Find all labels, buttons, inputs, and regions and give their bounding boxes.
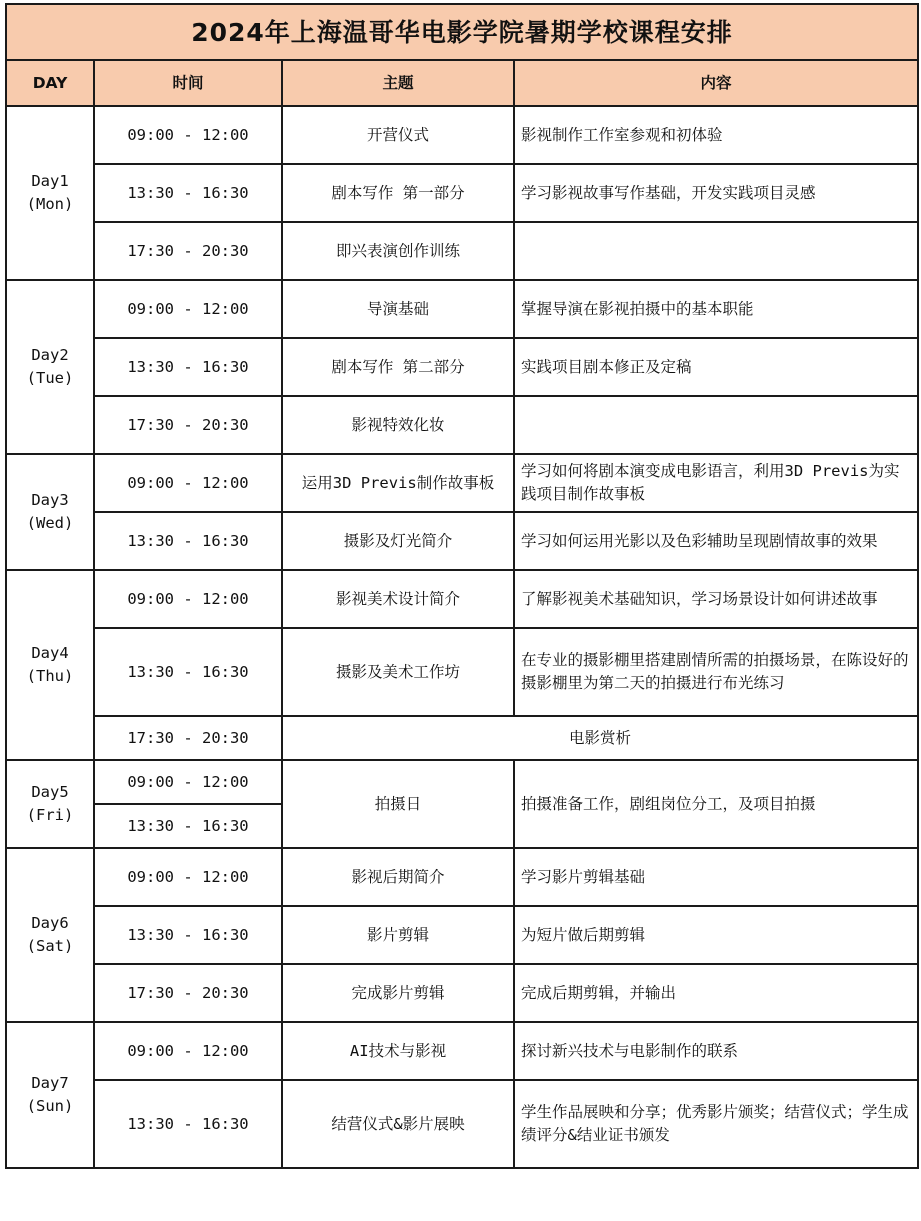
weekday-label: (Wed) (26, 514, 74, 532)
content-cell: 学生作品展映和分享；优秀影片颁奖；结营仪式；学生成绩评分&结业证书颁发 (514, 1080, 918, 1168)
header-time: 时间 (94, 60, 282, 106)
schedule-document (5, 3, 917, 1169)
table-row (6, 570, 918, 628)
time-cell: 13:30 - 16:30 (94, 906, 282, 964)
content-cell: 学习如何将剧本演变成电影语言，利用3D Previs为实践项目制作故事板 (514, 454, 918, 512)
day-label: Day2 (31, 346, 69, 364)
content-cell (514, 396, 918, 454)
content-cell (514, 222, 918, 280)
content-cell: 影视制作工作室参观和初体验 (514, 106, 918, 164)
weekday-label: (Thu) (26, 667, 74, 685)
topic-cell: 运用3D Previs制作故事板 (282, 454, 514, 512)
day-cell-day7 (6, 1022, 94, 1168)
time-cell: 13:30 - 16:30 (94, 164, 282, 222)
content-cell: 在专业的摄影棚里搭建剧情所需的拍摄场景，在陈设好的摄影棚里为第二天的拍摄进行布光练习 (514, 628, 918, 716)
day-label: Day7 (31, 1074, 69, 1092)
topic-cell: 完成影片剪辑 (282, 964, 514, 1022)
content-cell: 拍摄准备工作，剧组岗位分工，及项目拍摄 (514, 760, 918, 848)
time-cell: 09:00 - 12:00 (94, 760, 282, 804)
time-cell: 17:30 - 20:30 (94, 716, 282, 760)
topic-cell: 摄影及美术工作坊 (282, 628, 514, 716)
table-row (6, 1080, 918, 1168)
time-cell: 09:00 - 12:00 (94, 570, 282, 628)
topic-cell: 摄影及灯光简介 (282, 512, 514, 570)
table-row (6, 716, 918, 760)
time-cell: 17:30 - 20:30 (94, 222, 282, 280)
topic-cell: 影片剪辑 (282, 906, 514, 964)
table-row (6, 338, 918, 396)
table-row (6, 280, 918, 338)
topic-cell: 剧本写作 第二部分 (282, 338, 514, 396)
day-cell-day3 (6, 454, 94, 570)
table-row (6, 454, 918, 512)
header-day: DAY (6, 60, 94, 106)
content-cell: 学习影视故事写作基础，开发实践项目灵感 (514, 164, 918, 222)
table-title: 2024年上海温哥华电影学院暑期学校课程安排 (6, 4, 918, 60)
header-topic: 主题 (282, 60, 514, 106)
weekday-label: (Fri) (26, 806, 74, 824)
table-row (6, 964, 918, 1022)
content-cell: 学习影片剪辑基础 (514, 848, 918, 906)
table-row (6, 512, 918, 570)
table-row (6, 396, 918, 454)
time-cell: 13:30 - 16:30 (94, 512, 282, 570)
table-row (6, 848, 918, 906)
content-cell: 掌握导演在影视拍摄中的基本职能 (514, 280, 918, 338)
time-cell: 13:30 - 16:30 (94, 338, 282, 396)
topic-cell: 影视美术设计简介 (282, 570, 514, 628)
merged-topic-cell: 电影赏析 (282, 716, 918, 760)
time-cell: 09:00 - 12:00 (94, 1022, 282, 1080)
table-row (6, 628, 918, 716)
table-row (6, 164, 918, 222)
time-cell: 13:30 - 16:30 (94, 628, 282, 716)
time-cell: 17:30 - 20:30 (94, 964, 282, 1022)
time-cell: 09:00 - 12:00 (94, 848, 282, 906)
content-cell: 探讨新兴技术与电影制作的联系 (514, 1022, 918, 1080)
day-label: Day3 (31, 491, 69, 509)
topic-cell: 剧本写作 第一部分 (282, 164, 514, 222)
time-cell: 09:00 - 12:00 (94, 280, 282, 338)
time-cell: 13:30 - 16:30 (94, 1080, 282, 1168)
day-cell-day2 (6, 280, 94, 454)
weekday-label: (Sat) (26, 937, 74, 955)
day-cell-day4 (6, 570, 94, 760)
title-row (6, 4, 918, 60)
topic-cell: 影视特效化妆 (282, 396, 514, 454)
time-cell: 17:30 - 20:30 (94, 396, 282, 454)
table-row (6, 760, 918, 804)
header-row (6, 60, 918, 106)
time-cell: 09:00 - 12:00 (94, 106, 282, 164)
content-cell: 完成后期剪辑，并输出 (514, 964, 918, 1022)
schedule-table (5, 3, 919, 1169)
topic-cell: 即兴表演创作训练 (282, 222, 514, 280)
day-label: Day5 (31, 783, 69, 801)
topic-cell: 导演基础 (282, 280, 514, 338)
content-cell: 为短片做后期剪辑 (514, 906, 918, 964)
table-row (6, 106, 918, 164)
table-row (6, 1022, 918, 1080)
topic-cell: 结营仪式&影片展映 (282, 1080, 514, 1168)
topic-cell: 影视后期简介 (282, 848, 514, 906)
topic-cell: 拍摄日 (282, 760, 514, 848)
header-content: 内容 (514, 60, 918, 106)
weekday-label: (Mon) (26, 195, 74, 213)
table-row (6, 906, 918, 964)
topic-cell: 开营仪式 (282, 106, 514, 164)
day-cell-day1 (6, 106, 94, 280)
time-cell: 09:00 - 12:00 (94, 454, 282, 512)
day-label: Day4 (31, 644, 69, 662)
time-cell: 13:30 - 16:30 (94, 804, 282, 848)
content-cell: 实践项目剧本修正及定稿 (514, 338, 918, 396)
day-label: Day6 (31, 914, 69, 932)
weekday-label: (Tue) (26, 369, 74, 387)
table-row (6, 222, 918, 280)
topic-cell: AI技术与影视 (282, 1022, 514, 1080)
content-cell: 学习如何运用光影以及色彩辅助呈现剧情故事的效果 (514, 512, 918, 570)
day-cell-day6 (6, 848, 94, 1022)
weekday-label: (Sun) (26, 1097, 74, 1115)
content-cell: 了解影视美术基础知识，学习场景设计如何讲述故事 (514, 570, 918, 628)
day-cell-day5 (6, 760, 94, 848)
day-label: Day1 (31, 172, 69, 190)
